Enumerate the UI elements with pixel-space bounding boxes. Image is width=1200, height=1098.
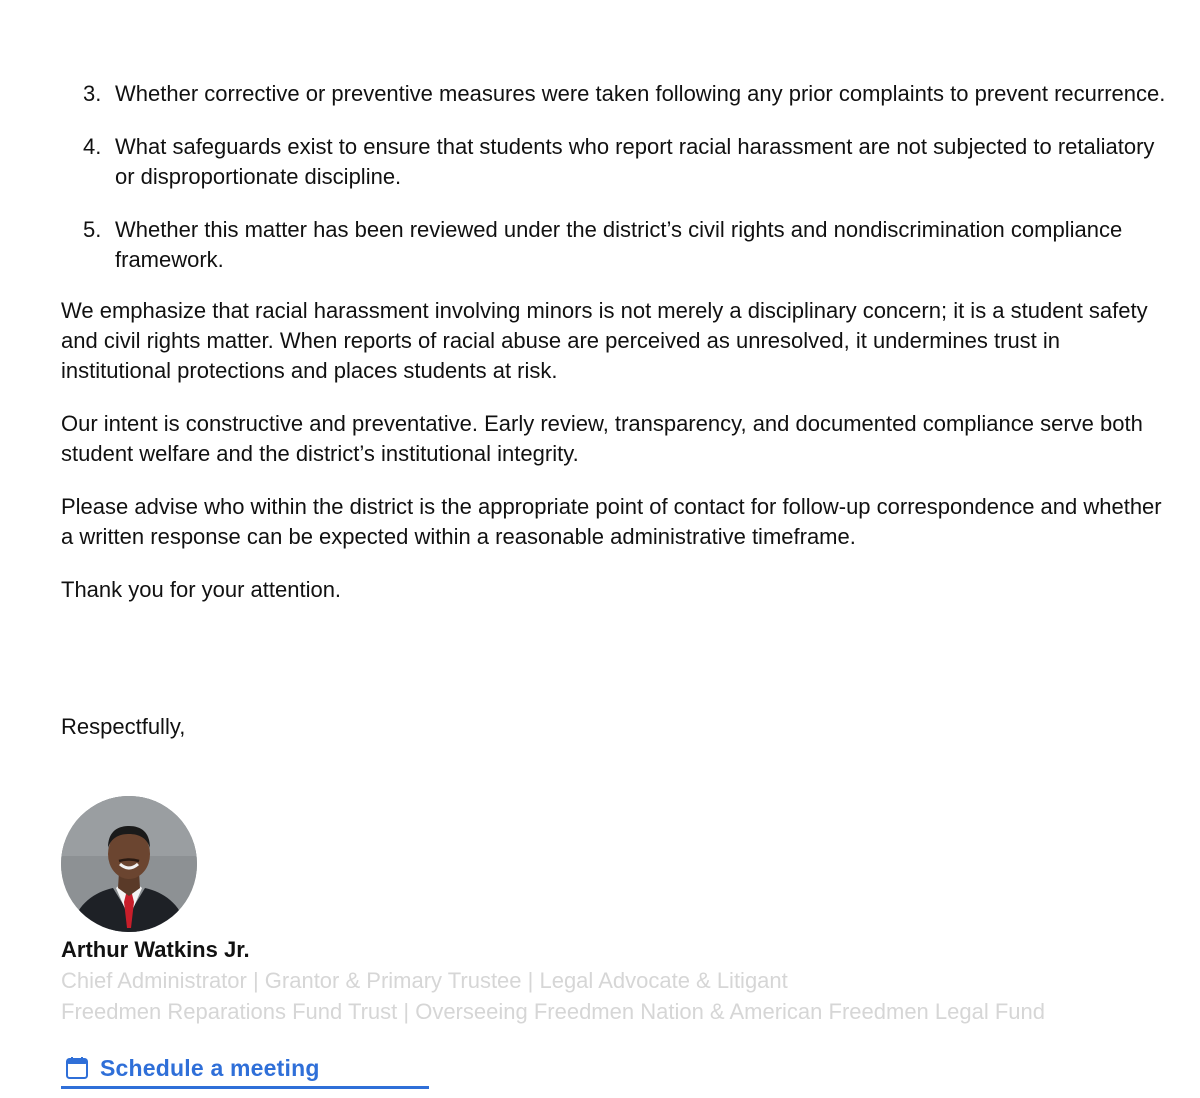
paragraph-contact-request: Please advise who within the district is the appropriate point of contact for follow-up correspondence and whether a written response can be expected within a reasonable administrative timeframe. <box>61 494 1162 549</box>
signature-name: Arthur Watkins Jr. <box>61 937 250 962</box>
paragraph-safety-concern: We emphasize that racial harassment involving minors is not merely a disciplinary concern; it is a student safety and civil rights matter. When reports of racial abuse are perceived as unresolved, it undermines trust in institutional protections and places students at risk. <box>61 298 1148 383</box>
email-body <box>61 79 1171 605</box>
list-item-text: Whether this matter has been reviewed under the district’s civil rights and nondiscrimination compliance framework. <box>115 217 1123 272</box>
avatar <box>61 796 197 932</box>
list-item <box>61 79 1171 109</box>
list-item-number: 3. <box>83 81 102 106</box>
avatar-photo-icon <box>61 796 197 932</box>
paragraph-intent: Our intent is constructive and preventative. Early review, transparency, and documented compliance serve both student welfare and the district’s institutional integrity. <box>61 411 1143 466</box>
paragraph-thanks: Thank you for your attention. <box>61 577 342 602</box>
schedule-meeting-label: Schedule a meeting <box>100 1054 320 1081</box>
numbered-list <box>61 79 1171 275</box>
list-item-text: Whether corrective or preventive measures were taken following any prior complaints to prevent recurrence. <box>115 81 1166 106</box>
calendar-icon <box>64 1055 90 1081</box>
signature-title-line-1: Chief Administrator | Grantor & Primary Trustee | Legal Advocate & Litigant <box>61 968 788 993</box>
schedule-meeting-link[interactable] <box>61 1050 429 1089</box>
list-item <box>61 132 1171 192</box>
closing-salutation: Respectfully, <box>61 714 186 739</box>
list-item-number: 4. <box>83 134 102 159</box>
signature-title-line-2: Freedmen Reparations Fund Trust | Overseeing Freedmen Nation & American Freedmen Legal Fund <box>61 999 1045 1024</box>
list-item-text: What safeguards exist to ensure that students who report racial harassment are not subjected to retaliatory or disproportionate discipline. <box>115 134 1155 189</box>
list-item <box>61 215 1171 275</box>
list-item-number: 5. <box>83 217 102 242</box>
